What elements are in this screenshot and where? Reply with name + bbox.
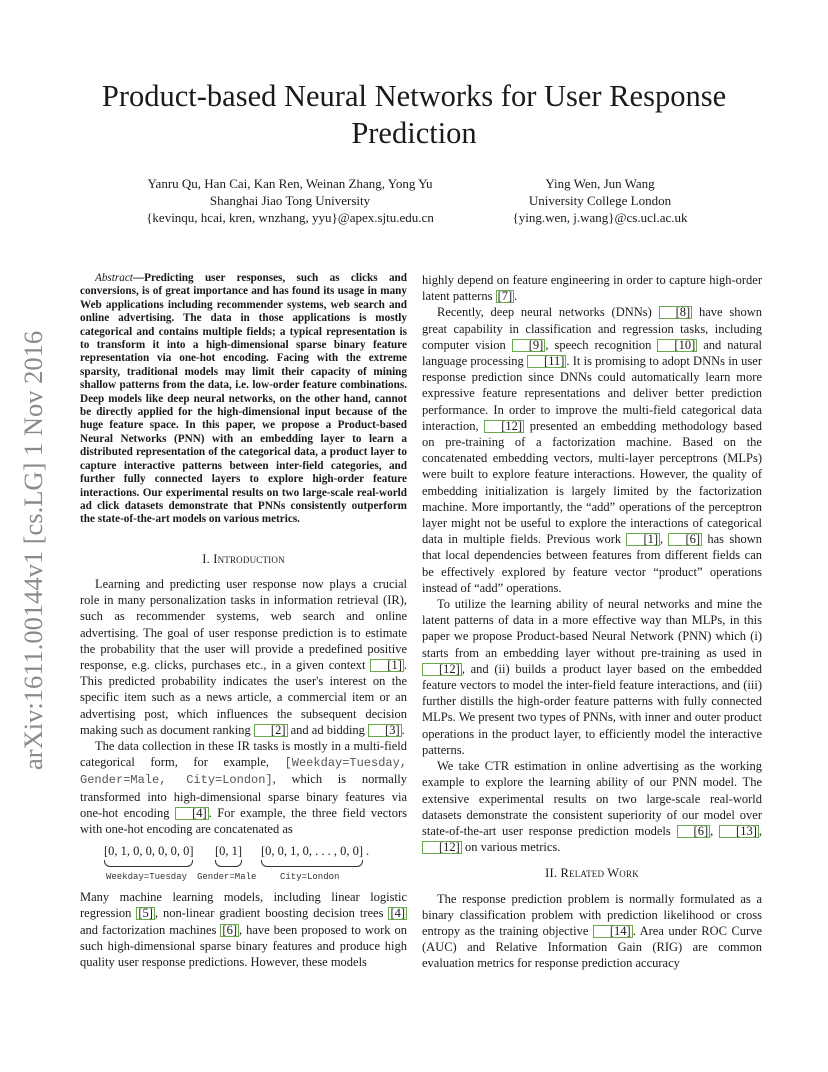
abstract-label: Abstract (95, 272, 133, 284)
author-block-sjtu (110, 175, 470, 226)
text-run: . (401, 722, 405, 737)
author-block-ucl (480, 175, 720, 226)
text-run: and ad bidding (287, 722, 369, 737)
text-run: , speech recognition (545, 337, 658, 352)
right-paragraph-3 (422, 596, 762, 758)
citation-link[interactable]: [4] (390, 906, 406, 921)
text-run: , (758, 823, 762, 838)
text-run: , (660, 532, 669, 547)
citation-link[interactable]: [11] (527, 355, 566, 368)
citation-link[interactable]: [6] (668, 533, 702, 546)
citation-link[interactable]: [6] (222, 922, 237, 937)
author-affiliation: Shanghai Jiao Tong University (209, 193, 371, 208)
text-run: We take CTR estimation in online advertising as the working example to explore the learning ability of our PNN model. The extensive experimental results on two large-scale real-world datasets demonstrate the consistent superiority of our model over state-of-the-art user response prediction models (422, 759, 762, 838)
abstract (80, 272, 407, 527)
citation-link[interactable]: [14] (593, 925, 633, 938)
citation-link[interactable]: [5] (138, 906, 153, 921)
text-run: presented an embedding methodology based on pre-training of a factorization machine. Based on the concatenated embedding vectors, multi-layer perceptrons (MLPs) were built to explore feature interactions. However, the quality of embedding initialization is largely limited by the factorization machine. More importantly, the “add” operations of the perceptron layer might not be useful to explore the interactions of categorical data in multiple fields. Previous work (422, 418, 762, 547)
citation-link[interactable]: [2] (254, 724, 288, 737)
example-code: [Weekday=Tuesday, Gender=Male, City=London] (80, 756, 407, 788)
underbrace (215, 860, 242, 867)
text-run: , which is normally transformed into high-dimensional sparse binary features via one-hot encoding (80, 772, 408, 820)
section-heading-related-work: II. Related Work (545, 866, 639, 881)
citation-link[interactable]: [4] (175, 807, 209, 820)
text-run: . It is promising to adopt DNNs in user response prediction since DNNs could automatically learn more expressive feature representations and deliver better prediction performance. In order to improve the multi-field categorical data interaction, (422, 354, 762, 433)
citation-link[interactable]: [10] (657, 339, 697, 352)
right-paragraph-5 (422, 891, 762, 972)
text-run: Learning and predicting user response now plays a crucial role in many personalization tasks in information retrieval (IR), such as recommender systems, web search and online advertising. The goal of user response prediction is to estimate the probability that the user will provide a predefined positive response, e.g. clicks, purchases etc., in a given context (80, 576, 407, 672)
citation-link[interactable]: [12] (422, 841, 462, 854)
citation-link[interactable]: [12] (422, 663, 462, 676)
text-run: To utilize the learning ability of neural networks and mine the latent patterns of data in a more effective way than MLPs, in this paper we propose Product-based Neural Network (PNN) which (i) starts from an embedding layer without pre-training as used in (422, 597, 762, 660)
vector-weekday: [0, 1, 0, 0, 0, 0, 0] (104, 844, 194, 859)
citation-link[interactable]: [1] (370, 659, 404, 672)
citation-link[interactable]: [7] (497, 289, 513, 304)
arxiv-sidebar-stamp: arXiv:1611.00144v1 [cs.LG] 1 Nov 2016 (18, 330, 48, 770)
text-run: highly depend on feature engineering in order to capture high-order latent patterns (422, 273, 762, 304)
one-hot-equation (80, 843, 407, 885)
right-column (422, 272, 762, 972)
text-run: . This predicted probability indicates the user's interest on the specific item such as a news article, a commercial item or an advertising post, which influences the subsequent decision making such as document ranking (80, 657, 407, 737)
text-run: on various metrics. (461, 840, 561, 855)
citation-link[interactable]: [1] (626, 533, 660, 546)
underbrace (261, 860, 363, 867)
intro-paragraph-1 (80, 576, 407, 738)
text-run: has shown that local dependencies between features from different fields can be effectively explored by feature vector “product” operations instead of “add” operations. (422, 532, 763, 595)
citation-link[interactable]: [8] (659, 306, 693, 319)
author-names: Ying Wen, Jun Wang (545, 176, 655, 191)
label-city: City=London (280, 872, 340, 883)
vector-gender: [0, 1] (215, 844, 243, 859)
underbrace (104, 860, 193, 867)
equation-period: . (366, 844, 370, 859)
text-run: have shown great capability in classification and regression tasks, including computer vision (422, 305, 762, 352)
label-gender: Gender=Male (197, 872, 257, 883)
text-run: . Area under ROC Curve (AUC) and Relative Information Gain (RIG) are common evaluation metrics for response prediction accuracy (422, 923, 763, 971)
text-run: The data collection in these IR tasks is mostly in a multi-field categorical form, for example, (80, 738, 407, 770)
text-run: The response prediction problem is normally formulated as a binary classification problem with prediction likelihood or cross entropy as the training objective (422, 891, 762, 938)
citation-link[interactable]: [6] (677, 825, 711, 838)
section-heading-introduction: I. Introduction (202, 551, 285, 566)
left-column (80, 272, 407, 970)
citation-link[interactable]: [3] (368, 724, 402, 737)
text-run: , have been proposed to work on such high-dimensional sparse binary features and produce high quality user response predictions. However, these models (80, 922, 407, 969)
vector-city: [0, 0, 1, 0, . . . , 0, 0] (261, 844, 364, 859)
text-run: , and (ii) builds a product layer based on the embedded feature vectors to model the inter-field feature interactions, and (iii) further distills the high-order feature patterns with fully connected MLPs. We present two types of PNNs, with inner and outer product operations in the product layer, to efficiently model the interactive patterns. (422, 661, 762, 757)
text-run: Recently, deep neural networks (DNNs) (437, 305, 659, 320)
text-run: and natural language processing (422, 337, 762, 369)
text-run: Many machine learning models, including linear logistic regression (80, 890, 407, 921)
right-paragraph-2 (422, 304, 762, 596)
text-run: , non-linear gradient boosting decision trees (154, 906, 389, 921)
abstract-text: —Predicting user responses, such as clicks and conversions, is of great importance and has found its usage in many Web applications including recommender systems, web search and online advertising. The data in those applications is mostly categorical and contains multiple fields; a typical representation is to transform it into a high-dimensional sparse binary feature representation via one-hot encoding. Facing with the extreme sparsity, traditional models may limit their capacity of mining shallow patterns from the data, i.e. low-order feature combinations. Deep models like deep neural networks, on the other hand, cannot be directly applied for the high-dimensional input because of the huge feature space. In this paper, we propose a Product-based Neural Networks (PNN) with an embedding layer to learn a distributed representation of the categorical data, a product layer to capture interactive patterns between inter-field categories, and further fully connected layers to explore high-order feature interactions. Our experimental results on two large-scale real-world ad click datasets demonstrate that PNNs consistently outperform the state-of-the-art models on various metrics. (80, 272, 407, 526)
right-paragraph-4 (422, 758, 762, 855)
paper-title: Product-based Neural Networks for User Response Prediction (101, 79, 727, 150)
author-affiliation: University College London (528, 193, 672, 208)
right-paragraph-1 (422, 272, 762, 304)
author-email: {ying.wen, j.wang}@cs.ucl.ac.uk (512, 210, 688, 225)
author-email: {kevinqu, hcai, kren, wnzhang, yyu}@apex.sjtu.edu.cn (146, 210, 434, 225)
citation-link[interactable]: [13] (719, 825, 759, 838)
citation-link[interactable]: [12] (484, 420, 524, 433)
text-run: and factorization machines (80, 922, 221, 937)
text-run: . For example, the three field vectors with one-hot encoding are concatenated as (80, 805, 407, 836)
intro-paragraph-3 (80, 889, 407, 970)
author-names: Yanru Qu, Han Cai, Kan Ren, Weinan Zhang, Yong Yu (147, 176, 433, 191)
text-run: , (710, 823, 720, 838)
label-weekday: Weekday=Tuesday (106, 872, 188, 883)
text-run: . (514, 289, 518, 304)
citation-link[interactable]: [9] (512, 339, 546, 352)
intro-paragraph-2 (80, 738, 407, 837)
